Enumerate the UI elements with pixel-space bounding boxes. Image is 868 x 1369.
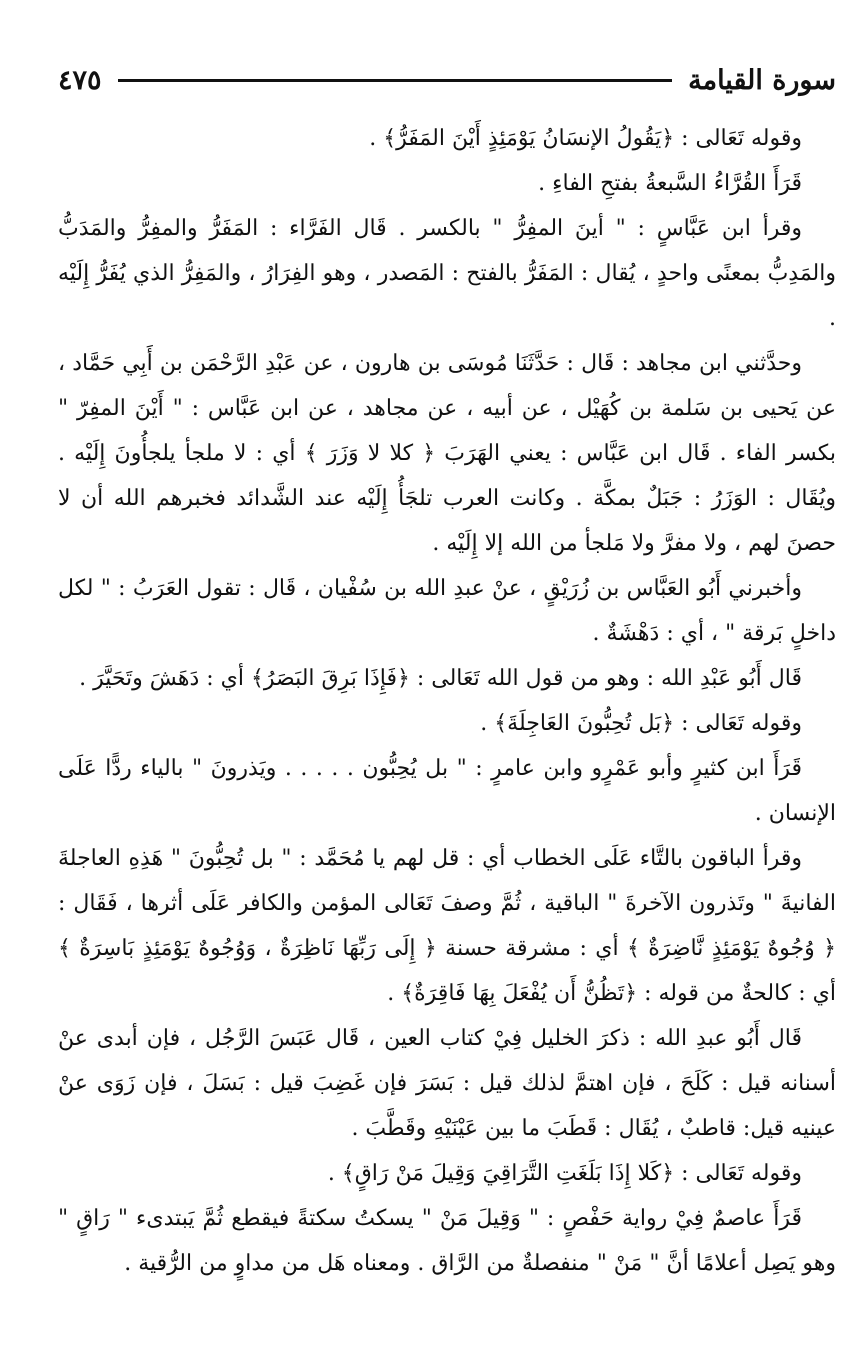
paragraph: قَال أَبُو عَبْدِ الله : وهو من قول الله تَعَالى : ﴿فَإِذَا بَرِقَ البَصَرُ﴾ أي : دَهَشَ وتَحَيَّرَ . [79,666,802,691]
paragraph: قَرَأَ القُرَّاءُ السَّبعةُ بفتحِ الفاءِ . [538,171,802,196]
page-body [58,116,836,1286]
paragraph: وقوله تَعَالى : ﴿بَل تُحِبُّونَ العَاجِلَةَ﴾ . [480,711,802,736]
paragraph: قَال أَبُو عبدِ الله : ذكرَ الخليل فِيْ كتاب العين ، قَال عَبَسَ الرَّجُل ، فإن أبدى عنْ أسنانه قيل : كَلَحَ ، فإن اهتمَّ لذلك قيل : بَسَرَ فإن غَضِبَ قيل : بَسَلَ ، فإن زَوَى عنْ عينيه قيل: قاطبٌ ، يُقَال : قَطَبَ ما بين عَيْنَيْهِ وقَطَّبَ . [58,1026,836,1141]
page-header [58,58,836,102]
paragraph: قَرَأَ عاصمٌ فِيْ رواية حَفْصٍ : " وَقِيلَ مَنْ " يسكتُ سكتةً فيقطع ثُمَّ يَبتدىء " رَاقٍ " وهو يَصِل أعلامًا أنَّ " مَنْ " منفصلةٌ من الرَّاق . ومعناه هَل من مداوٍ من الرُّقية . [58,1206,836,1276]
book-page [58,58,836,1286]
paragraph: وأخبرني أَبُو العَبَّاس بن زُرَيْقٍ ، عنْ عبدِ الله بن سُفْيان ، قَال : تقول العَرَبُ : " لكل داخلٍ بَرقة " ، أي : دَهْشَةٌ . [58,576,836,646]
paragraph: وقوله تَعَالى : ﴿يَقُولُ الإنسَانُ يَوْمَئِذٍ أَيْنَ المَفَرُّ﴾ . [369,126,802,151]
surah-title: سورة القيامة [688,64,836,96]
paragraph: قَرَأَ ابن كثيرٍ وأبو عَمْرٍو وابن عامرٍ : " بل يُحِبُّون . . . . . ويَذرونَ " بالياء ردًّا عَلَى الإنسان . [58,756,836,826]
paragraph: وقوله تَعَالى : ﴿كَلا إِذَا بَلَغَتِ التَّرَاقِيَ وَقِيلَ مَنْ رَاقٍ﴾ . [327,1161,802,1186]
paragraph: وحدَّثني ابن مجاهد : قَال : حَدَّثَنَا مُوسَى بن هارون ، عن عَبْدِ الرَّحْمَن بن أَبِي حَمَّاد ، عن يَحيى بن سَلمة بن كُهَيْل ، عن أبيه ، عن مجاهد ، عن ابن عَبَّاس : " أَيْنَ المفِرّ " بكسر الفاء . قَال ابن عَبَّاس : يعني الهَرَبَ ﴿ كلا لا وَزَرَ ﴾ أي : لا ملجأ يلجأُونَ إِلَيْه . ويُقَال : الوَزَرُ : جَبَلٌ بمكَّة . وكانت العرب تلجَأُ إِلَيْه عند الشَّدائد فخبرهم الله أن لا حصنَ لهم ، ولا مفرَّ ولا مَلجأ من الله إلا إِلَيْه . [58,351,837,556]
header-rule [118,79,673,82]
paragraph: وقرأ الباقون بالتَّاء عَلَى الخطاب أي : قل لهم يا مُحَمَّد : " بل تُحِبُّونَ " هَذِهِ العاجلةَ الفانيةَ " وتَذرون الآخرةَ " الباقية ، ثُمَّ وصفَ تَعَالى المؤمن والكافر عَلَى أثرها ، فَقَال : ﴿ وُجُوهٌ يَوْمَئِذٍ نَّاضِرَةٌ ﴾ أي : مشرقة حسنة ﴿ إِلَى رَبِّهَا نَاظِرَةٌ ، وَوُجُوهٌ يَوْمَئِذٍ بَاسِرَةٌ ﴾ أي : كالحةٌ من قوله : ﴿تَظُنُّ أَن يُفْعَلَ بِهَا فَاقِرَةٌ﴾ . [58,846,836,1006]
paragraph: وقرأ ابن عَبَّاسٍ : " أينَ المفِرُّ " بالكسر . قَال الفَرَّاء : المَفَرُّ والمفِرُّ والمَدَبُّ والمَدِبُّ بمعنًى واحدٍ ، يُقال : المَفَرُّ بالفتح : المَصدر ، وهو الفِرَارُ ، والمَفِرُّ الذي يُفَرُّ إِلَيْه . [58,216,836,331]
page-number: ٤٧٥ [58,64,102,96]
